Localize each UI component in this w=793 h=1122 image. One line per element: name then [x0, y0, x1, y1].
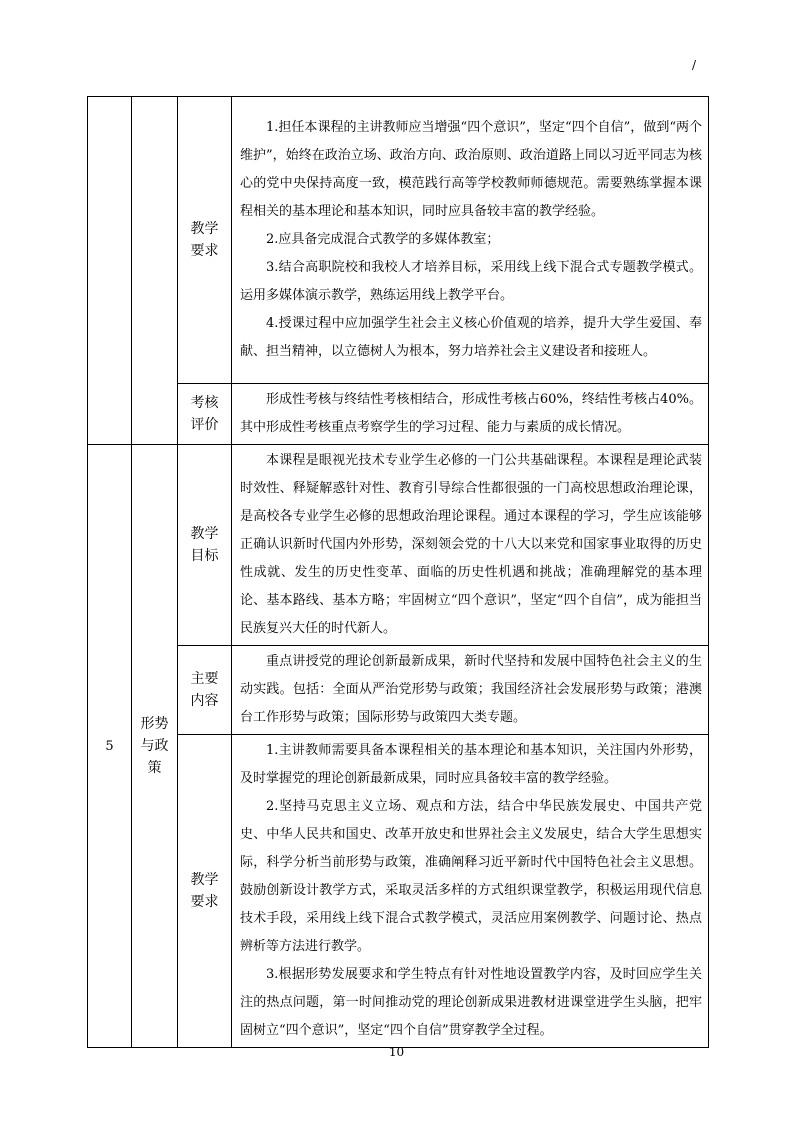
row-content: [232, 97, 709, 384]
course-number: 5: [88, 445, 132, 1048]
prev-assessment: [232, 384, 708, 444]
paragraph: 本课程是眼视光技术专业学生必修的一门公共基础课程。本课程是理论武装时效性、释疑解惑针对性、教育引导综合性都很强的一门高校思想政治理论课，是高校各专业学生必修的思想政治理论课程。通过本课程的学习，学生应该能够正确认识新时代国内外形势，深刻领会党的十八大以来党和国家事业取得的历史性成就、发生的历史性变革、面临的历史性机遇和挑战；准确理解党的基本理论、基本路线、基本方略；牢固树立“四个意识”，坚定“四个自信”，成为能担当民族复兴大任的时代新人。: [240, 453, 702, 636]
corner-mark: /: [692, 58, 697, 72]
table-row: [88, 735, 709, 1048]
course5-objectives: [232, 445, 708, 645]
page-number: 10: [388, 1045, 405, 1059]
paragraph: 2.应具备完成混合式教学的多媒体教室；: [266, 232, 500, 247]
course-name: 形势与政策: [132, 445, 178, 1048]
row-content: [232, 384, 709, 445]
row-content: [232, 646, 709, 735]
paragraph: 重点讲授党的理论创新最新成果，新时代坚持和发展中国特色社会主义的生动实践。包括：全面从严治党形势与政策；我国经济社会发展形势与政策；港澳台工作形势与政策；国际形势与政策四大类专题。: [240, 654, 702, 725]
paragraph: 1.担任本课程的主讲教师应当增强“四个意识”，坚定“四个自信”，做到“两个维护”，始终在政治立场、政治方向、政治原则、政治道路上同以习近平同志为核心的党中央保持高度一致，模范践行高等学校教师师德规范。需要熟练掌握本课程相关的基本理论和基本知识，同时应具备较丰富的教学经验。: [240, 120, 702, 219]
row-label: 教学要求: [178, 735, 232, 1048]
table-row: [88, 445, 709, 646]
paragraph: 3.结合高职院校和我校人才培养目标，采用线上线下混合式专题教学模式。运用多媒体演示教学，熟练运用线上教学平台。: [240, 260, 702, 303]
row-content: [232, 735, 709, 1048]
row-label: 考核评价: [178, 384, 232, 445]
table-row: [88, 384, 709, 445]
paragraph: 3.根据形势发展要求和学生特点有针对性地设置教学内容，及时回应学生关注的热点问题，第一时间推动党的理论创新成果进教材进课堂进学生头脑，把牢固树立“四个意识”，坚定“四个自信”贯穿教学全过程。: [240, 967, 702, 1038]
prev-course-number-cell: [88, 97, 132, 445]
paragraph: 4.授课过程中应加强学生社会主义核心价值观的培养，提升大学生爱国、奉献、担当精神，以立德树人为根本，努力培养社会主义建设者和接班人。: [240, 316, 702, 359]
row-label: 教学要求: [178, 97, 232, 384]
prev-teaching-requirements: [232, 112, 708, 368]
course5-teaching-requirements: [232, 735, 708, 1047]
row-label: 教学目标: [178, 445, 232, 646]
row-label: 主要内容: [178, 646, 232, 735]
row-content: [232, 445, 709, 646]
paragraph: 形成性考核与终结性考核相结合，形成性考核占60%，终结性考核占40%。其中形成性考核重点考察学生的学习过程、能力与素质的成长情况。: [240, 392, 702, 435]
table-row: [88, 646, 709, 735]
course-table: [87, 96, 709, 1048]
prev-course-name-cell: [132, 97, 178, 445]
course5-main-content: [232, 646, 708, 734]
paragraph: 2.坚持马克思主义立场、观点和方法，结合中华民族发展史、中国共产党史、中华人民共和国史、改革开放史和世界社会主义发展史，结合大学生思想实际，科学分析当前形势与政策，准确阐释习近平新时代中国特色社会主义思想。鼓励创新设计教学方式，采取灵活多样的方式组织课堂教学，积极运用现代信息技术手段，采用线上线下混合式教学模式，灵活应用案例教学、问题讨论、热点辨析等方法进行教学。: [240, 799, 702, 954]
table-row: [88, 97, 709, 384]
paragraph: 1.主讲教师需要具备本课程相关的基本理论和基本知识，关注国内外形势，及时掌握党的理论创新最新成果，同时应具备较丰富的教学经验。: [240, 743, 702, 786]
